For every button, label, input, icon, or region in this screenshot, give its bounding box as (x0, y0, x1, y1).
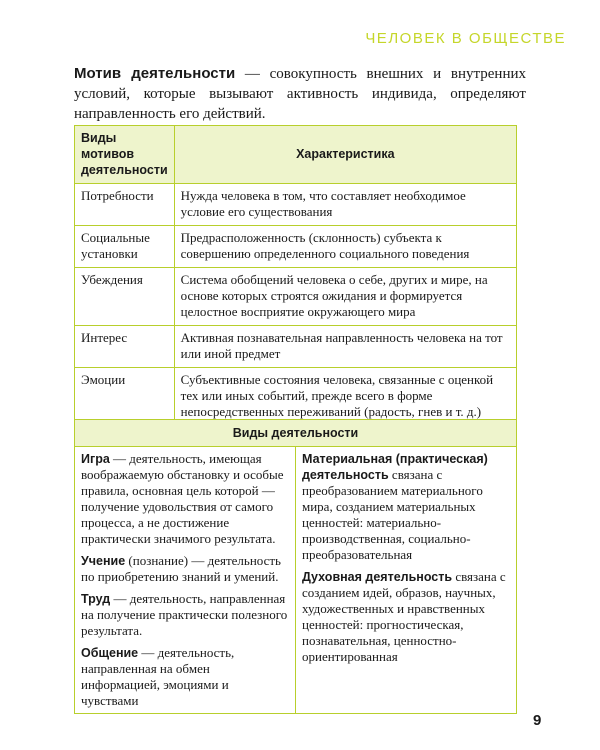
activity-term: Труд (81, 592, 111, 606)
table-row (75, 326, 517, 368)
page-number: 9 (533, 712, 542, 729)
motive-type: Убеждения (75, 268, 175, 326)
motives-table (74, 125, 517, 426)
activities-left-column (75, 447, 296, 714)
activity-item (81, 645, 289, 709)
motive-type: Социальные установки (75, 226, 175, 268)
intro-term: Мотив деятельности (74, 65, 236, 82)
table-row (75, 368, 517, 426)
activity-term: Учение (81, 554, 126, 568)
motive-desc: Активная познавательная направленность человека на тот или иной предмет (174, 326, 516, 368)
activities-table (74, 419, 517, 714)
motive-type: Эмоции (75, 368, 175, 426)
activity-text: — деятельность, направленная на обмен информацией, эмоциями и чувствами (81, 645, 235, 708)
activity-item (302, 451, 510, 563)
activity-text: связана с созданием идей, образов, научных, художественных и нравственных ценностей: прогностическая, познавательная, ценностно-ориентированная (302, 569, 506, 664)
motive-type: Интерес (75, 326, 175, 368)
activity-item (81, 451, 289, 547)
activity-term: Игра (81, 452, 110, 466)
activity-item (81, 553, 289, 585)
table-row (75, 226, 517, 268)
activity-item (302, 569, 510, 665)
table-row (75, 184, 517, 226)
activity-text: — деятельность, направленная на получение практически полезного результата. (81, 591, 288, 638)
table-row (75, 268, 517, 326)
activity-term: Общение (81, 646, 139, 660)
activity-term: Духовная деятельность (302, 570, 453, 584)
motives-col1-header: Виды мотивов деятельности (75, 126, 175, 184)
motive-desc: Субъективные состояния человека, связанные с оценкой тех или иных событий, прежде всего в форме непосредственных переживаний (радость, гнев и т. д.) (174, 368, 516, 426)
intro-paragraph (74, 64, 526, 124)
activity-term: Материальная (практическая) деятельность (302, 452, 488, 482)
motive-desc: Предрасположенность (склонность) субъекта к совершению определенного социального поведения (174, 226, 516, 268)
activities-header: Виды деятельности (75, 420, 517, 447)
intro-definition: — совокупность внешних и внутренних условий, которые вызывают активность индивида, определяют направленность его действий. (74, 66, 526, 122)
running-header: ЧЕЛОВЕК В ОБЩЕСТВЕ (365, 30, 566, 47)
activities-right-column (296, 447, 517, 714)
activity-text: (познание) — деятельность по приобретению знаний и умений. (81, 553, 281, 584)
activity-text: связана с преобразованием материального мира, созданием материальных ценностей: материально-производственная, социально-преобразовательная (302, 467, 483, 562)
activity-item (81, 591, 289, 639)
motive-desc: Система обобщений человека о себе, других и мире, на основе которых строятся ожидания и формируется целостное восприятие окружающего мира (174, 268, 516, 326)
motives-col2-header: Характеристика (174, 126, 516, 184)
motive-type: Потребности (75, 184, 175, 226)
motive-desc: Нужда человека в том, что составляет необходимое условие его существования (174, 184, 516, 226)
activity-text: — деятельность, имеющая воображаемую обстановку и особые правила, основная цель которой — получение удовольствия от самого процесса, а не достижение практически значимого результата. (81, 451, 284, 546)
